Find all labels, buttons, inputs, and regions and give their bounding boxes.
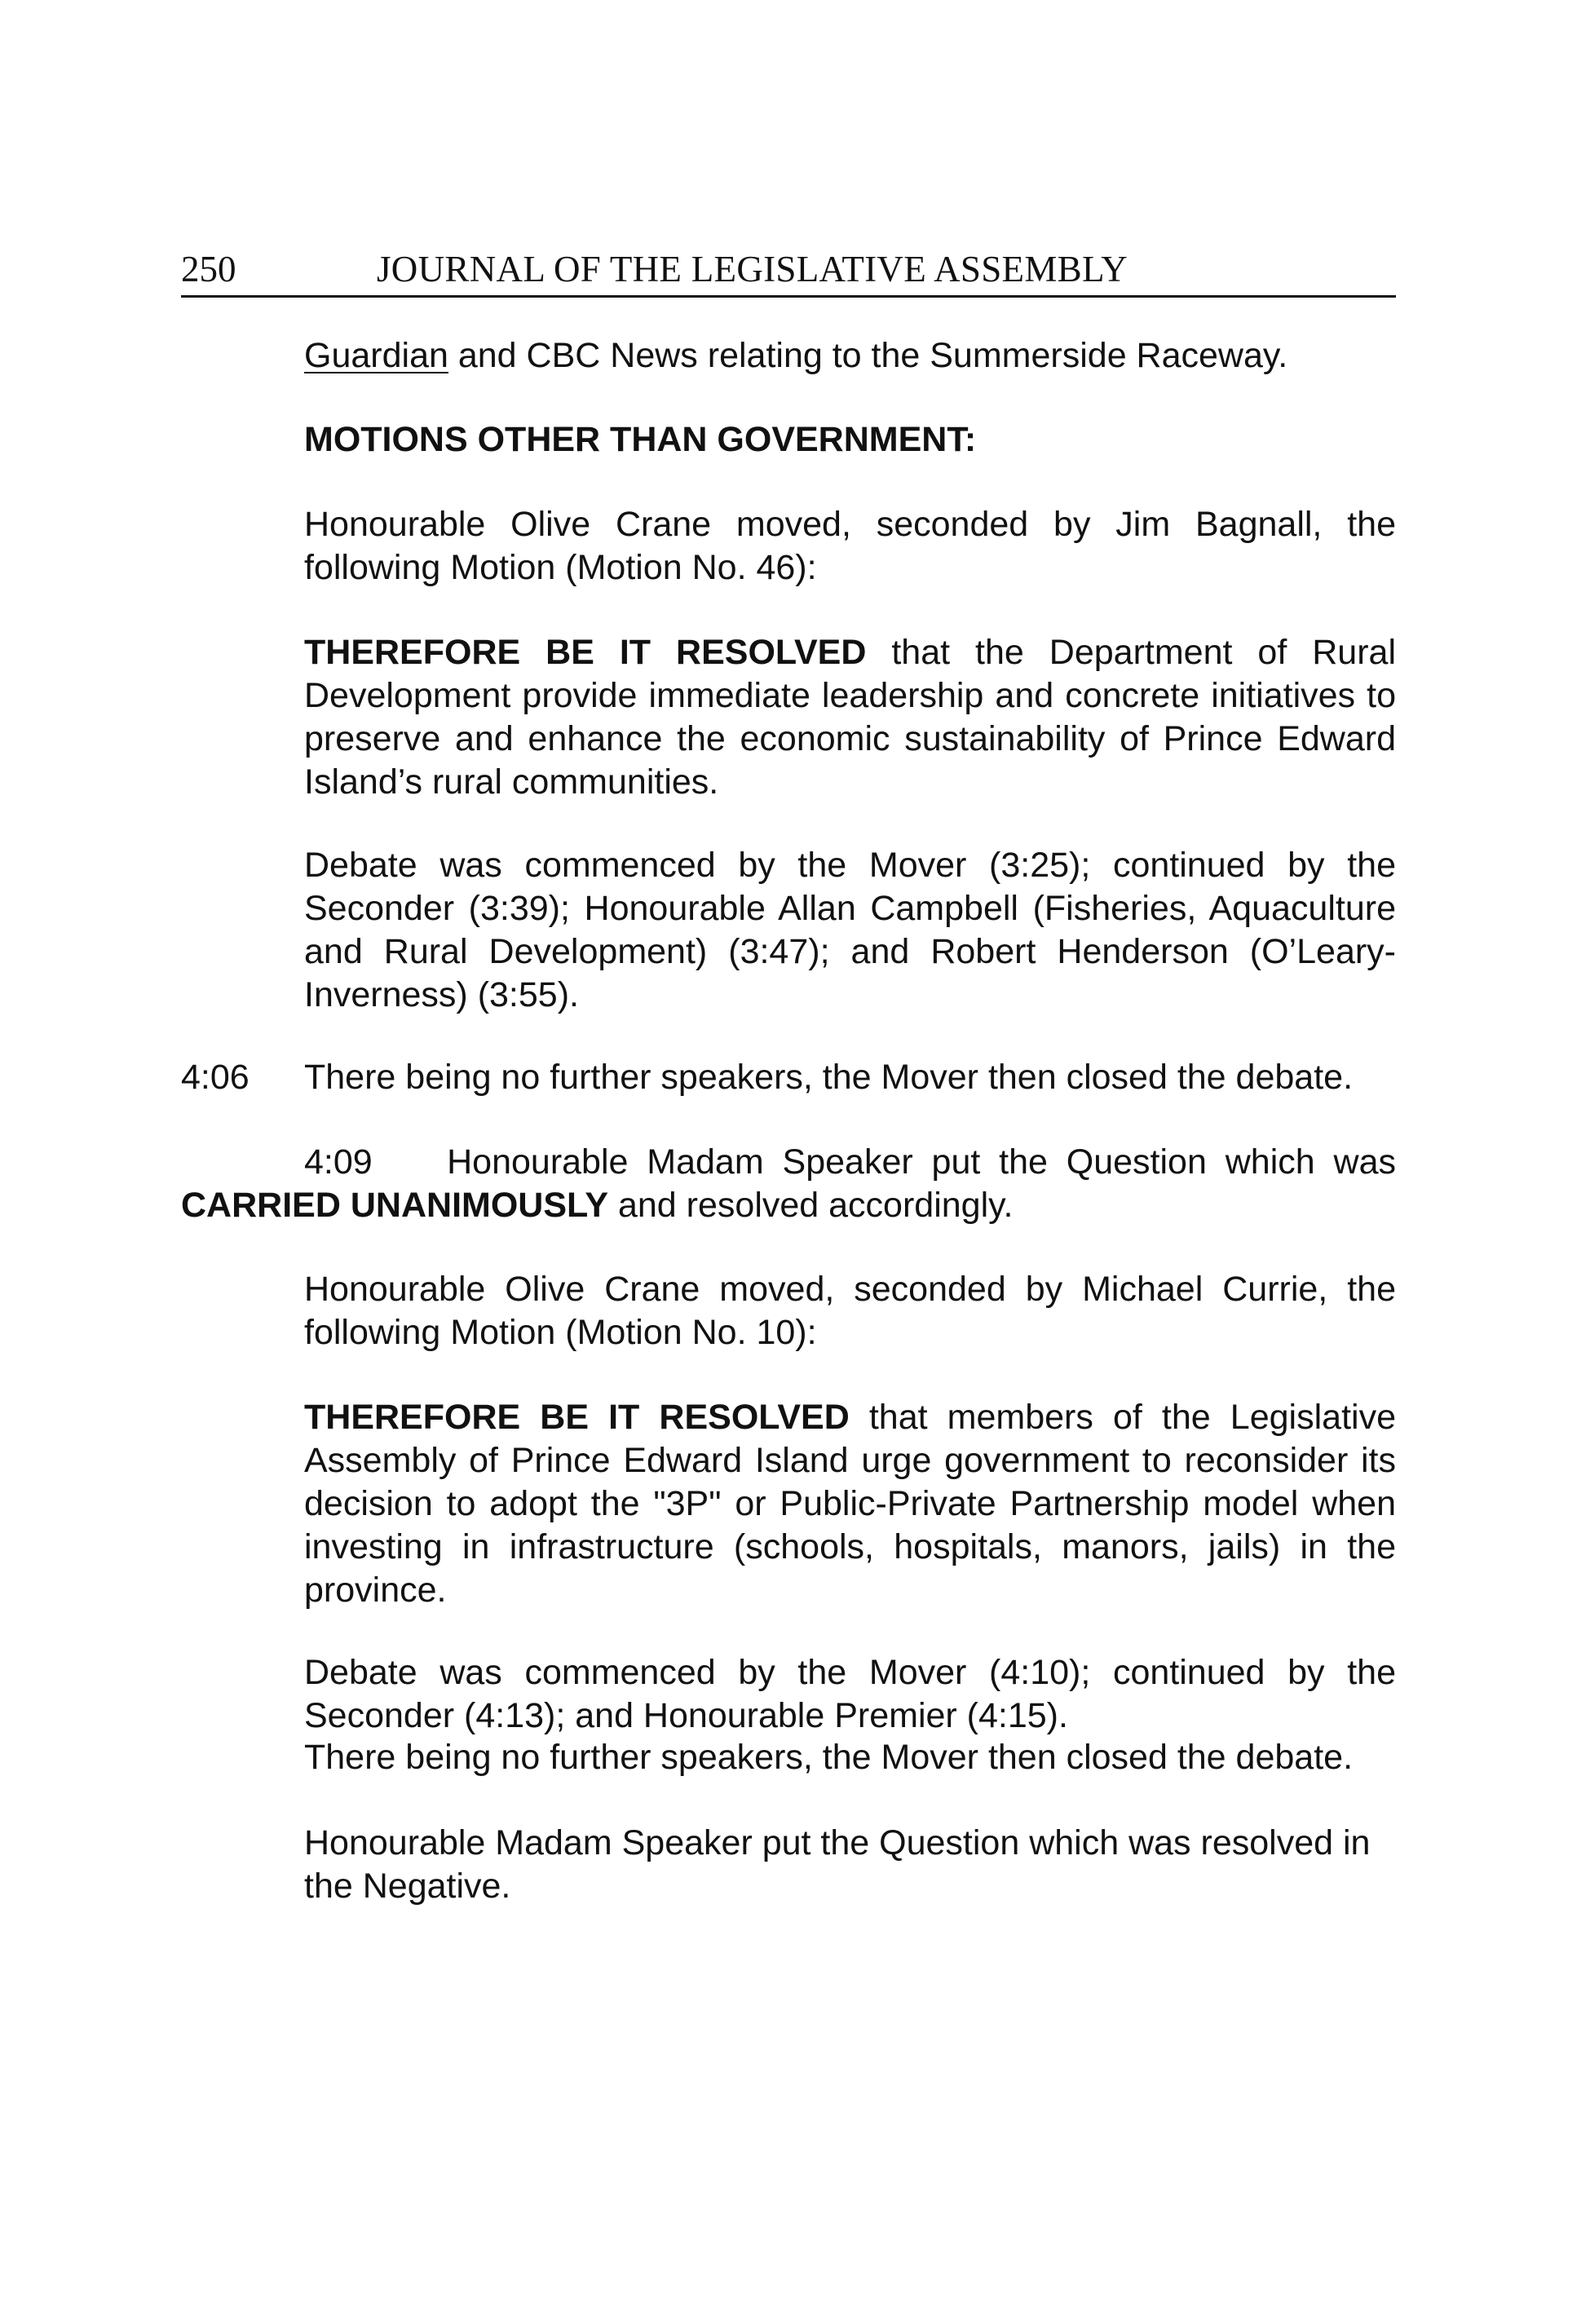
section-heading: MOTIONS OTHER THAN GOVERNMENT:: [304, 420, 977, 459]
newspaper-name: Guardian: [304, 336, 448, 375]
resolution-text: that the Department of Rural Development provide immediate leadership and concrete initiatives to preserve and enhance the economic sustainability of Prince Edward Island’s rural communities.: [304, 633, 1396, 802]
motion-10-debate: Debate was commenced by the Mover (4:10); continued by the Seconder (4:13); and Honourable Premier (4:15).: [304, 1653, 1396, 1735]
entry-text: There being no further speakers, the Mover then closed the debate.: [304, 1058, 1354, 1097]
entry-text-after: and resolved accordingly.: [608, 1186, 1014, 1225]
entry-text-before: Honourable Madam Speaker put the Question which was: [447, 1142, 1396, 1182]
resolution-text: that members of the Legislative Assembly of Prince Edward Island urge government to reconsider its decision to adopt the "3P" or Public-Private Partnership model when investing in infrastructure (schools, hospitals, manors, jails) in the province.: [304, 1398, 1396, 1610]
motion-46-intro: Honourable Olive Crane moved, seconded by Jim Bagnall, the following Motion (Motion No. 46):: [304, 505, 1396, 587]
motion-46-debate: Debate was commenced by the Mover (3:25); continued by the Seconder (3:39); Honourable Allan Campbell (Fisheries, Aquaculture and Rural Development) (3:47); and Robert Henderson (O’Leary-Inverness) (3:55).: [304, 846, 1396, 1014]
unanimously-label: UNANIMOUSLY: [350, 1186, 609, 1225]
resolution-lead: THEREFORE BE IT RESOLVED: [304, 1398, 850, 1437]
entry-time: 4:06: [181, 1058, 250, 1097]
motion-10-intro: Honourable Olive Crane moved, seconded by Michael Currie, the following Motion (Motion No. 10):: [304, 1270, 1396, 1352]
timed-entry-409: [181, 1141, 1396, 1227]
motion-10-question: Honourable Madam Speaker put the Question which was resolved in the Negative.: [304, 1823, 1371, 1906]
carried-label: CARRIED: [181, 1186, 341, 1225]
entry-time: 4:09: [304, 1142, 373, 1182]
resolution-lead: THEREFORE BE IT RESOLVED: [304, 633, 867, 672]
paragraph-text: and CBC News relating to the Summerside Raceway.: [448, 336, 1288, 375]
paragraph-summerside-raceway: [304, 334, 1396, 378]
motion-10-resolution: [304, 1396, 1396, 1612]
page-number: 250: [181, 249, 236, 289]
running-title: JOURNAL OF THE LEGISLATIVE ASSEMBLY: [377, 249, 1128, 289]
motion-10-closed: There being no further speakers, the Mover then closed the debate.: [304, 1738, 1354, 1777]
page-header: [181, 245, 1396, 298]
motion-46-resolution: [304, 631, 1396, 804]
